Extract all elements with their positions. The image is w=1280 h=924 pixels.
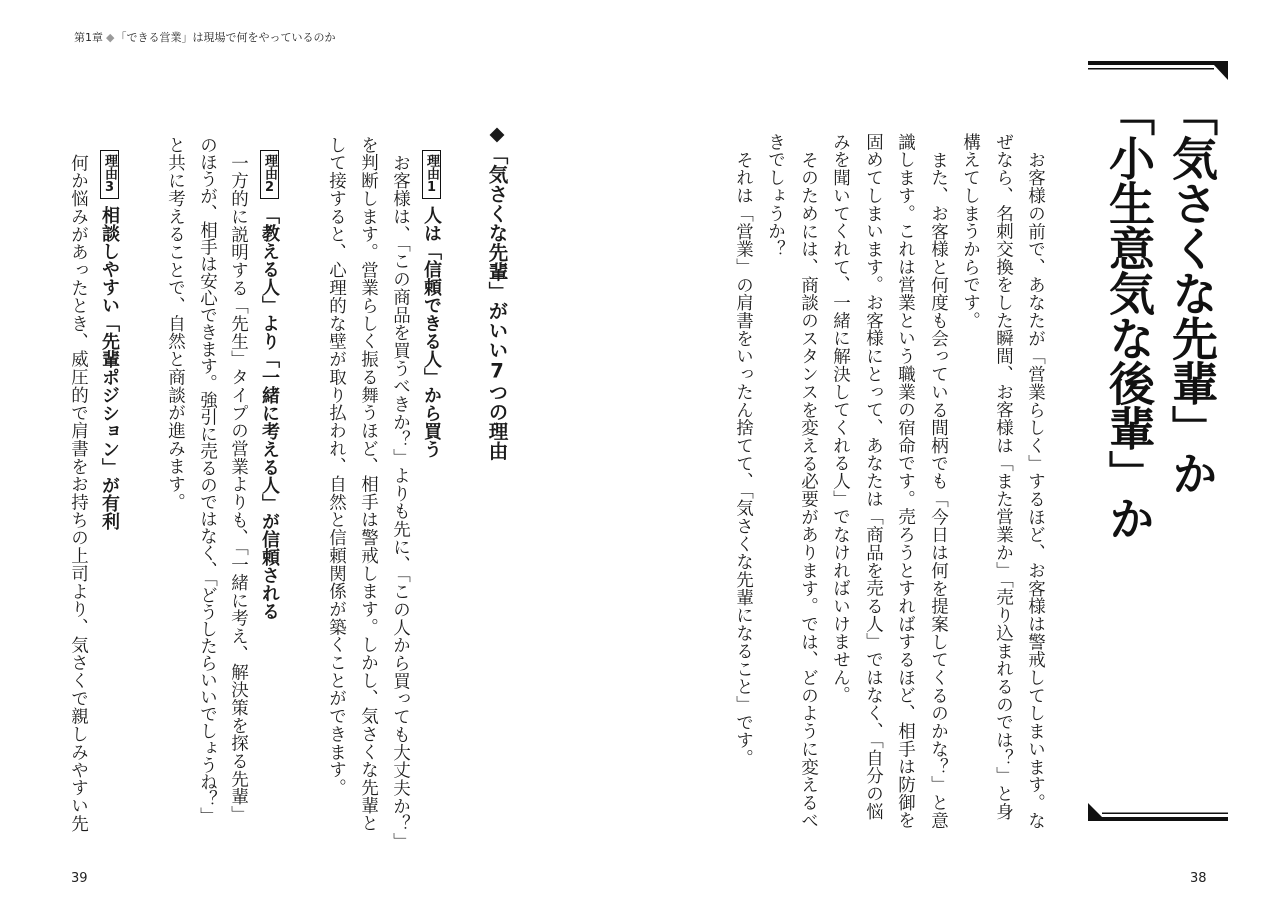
body-line: 一方的に説明する「先生」タイプの営業よりも、「一緒に考え、解決策を探る先輩」: [228, 153, 249, 824]
body-line: を判断します。営業らしく振る舞うほど、相手は警戒します。しかし、気さくな先輩と: [358, 136, 379, 833]
running-head: [74, 31, 335, 45]
reason-title: 人は「信頼できる人」から買う: [421, 206, 442, 458]
reason-heading: [100, 150, 119, 530]
body-line: して接すると、心理的な壁が取り払われ、自然と信頼関係が築くことができます。: [326, 136, 347, 797]
body-line: そのためには、商談のスタンスを変える必要があります。では、どのように変えるべ: [798, 150, 819, 829]
running-head-title: 「できる営業」は現場で何をやっているのか: [115, 31, 336, 44]
page-number-right: 38: [1190, 871, 1207, 886]
body-line: 識します。これは営業という職業の宿命です。売ろうとすればするほど、相手は防御を: [895, 133, 916, 830]
reason-label: 理由1: [422, 150, 441, 199]
body-line: と共に考えることで、自然と商談が進みます。: [165, 136, 186, 511]
body-line: 構えてしまうからです。: [960, 133, 981, 330]
running-head-chapter: 第1章: [74, 31, 103, 44]
title-frame-bottom: [1088, 800, 1230, 824]
section-heading: ◆「気さくな先輩」がいい7つの理由: [485, 122, 509, 461]
reason-title: 「教える人」より「一緒に考える人」が信頼される: [259, 206, 280, 620]
body-line: 固めてしまいます。お客様にとって、あなたは「商品を売る人」ではなく、「自分の悩: [863, 133, 884, 821]
body-line: 何か悩みがあったとき、威圧的で肩書をお持ちの上司より、気さくで親しみやすい先: [68, 153, 89, 832]
article-title-line: 「気さくな先輩」か: [1165, 90, 1219, 495]
body-line: お客様は、「この商品を買うべきか？」よりも先に、「この人から買っても大丈夫か？」: [390, 153, 411, 850]
body-line: のほうが、相手は安心できます。強引に売るのではなく、「どうしたらいいでしょうね？」: [197, 136, 218, 825]
body-line: みを聞いてくれて、一緒に解決してくれる人」でなければいけません。: [830, 133, 851, 705]
article-title-line: 「小生意気な後輩」か: [1102, 90, 1156, 540]
reason-heading: [422, 150, 441, 458]
diamond-icon: ◆: [106, 31, 115, 44]
reason-label: 理由2: [260, 150, 279, 199]
title-frame-top: [1088, 58, 1230, 82]
page-number-left: 39: [71, 871, 88, 886]
body-line: きでしょうか？: [765, 133, 786, 258]
reason-label: 理由3: [100, 150, 119, 199]
reason-title: 相談しやすい「先輩ポジション」が有利: [99, 206, 120, 530]
body-line: ぜなら、名刺交換をした瞬間、お客様は「また営業か」「売り込まれるのでは？」と身: [993, 133, 1014, 821]
body-line: それは「営業」の肩書をいったん捨てて、「気さくな先輩になること」です。: [733, 150, 754, 767]
body-line: お客様の前で、あなたが「営業らしく」するほど、お客様は警戒してしまいます。な: [1025, 150, 1046, 829]
body-line: また、お客様と何度も会っている間柄でも「今日は何を提案してくるのかな？」と意: [928, 150, 949, 829]
reason-heading: [260, 150, 279, 620]
